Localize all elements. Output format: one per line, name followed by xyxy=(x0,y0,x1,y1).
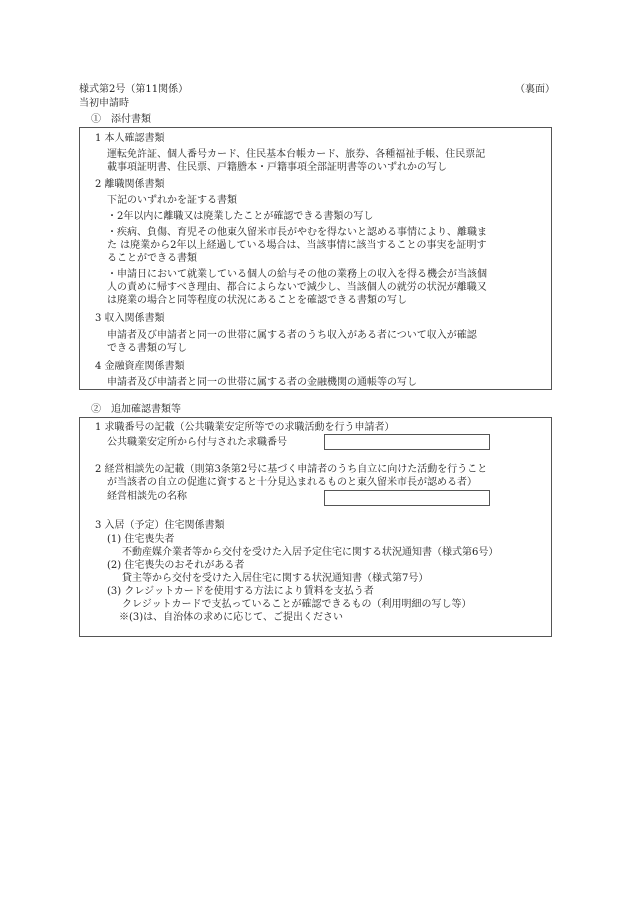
subtitle: 当初申請時 xyxy=(79,98,129,109)
consultation-title: 2 経営相談先の記載（則第3条第2号に基づく申請者のうち自立に向けた活動を行うこと xyxy=(95,464,488,475)
job-number-input[interactable] xyxy=(324,434,490,450)
form-title: 様式第2号（第11関係） xyxy=(79,84,189,95)
job-number-label: 公共職業安定所から付与された求職番号 xyxy=(107,437,287,448)
item2-title: 2 離職関係書類 xyxy=(95,179,165,190)
housing-title: 3 入居（予定）住宅関係書類 xyxy=(95,520,225,531)
item4-title: 4 金融資産関係書類 xyxy=(95,361,185,372)
item2-line: 人の責めに帰すべき理由、都合によらないで減少し、当該個人の就労の状況が離職又 xyxy=(107,282,487,293)
housing-line: クレジットカードで支払っていることが確認できるもの（利用明細の写し等） xyxy=(122,599,472,610)
item2-line: ・2年以内に離職又は廃業したことが確認できる書類の写し xyxy=(107,211,374,222)
item1-line: 運転免許証、個人番号カード、住民基本台帳カード、旅券、各種福祉手帳、住民票記 xyxy=(107,149,486,160)
item2-line: は廃業の場合と同等程度の状況にあることを確認できる書類の写し xyxy=(107,295,407,306)
section2-heading: ② 追加確認書類等 xyxy=(91,404,181,415)
housing-line: (2) 住宅喪失のおそれがある者 xyxy=(107,560,245,571)
item2-line: 下記のいずれかを証する書類 xyxy=(107,195,237,206)
item2-line: ることができる書類 xyxy=(107,253,197,264)
section1-heading: ① 添付書類 xyxy=(91,114,151,125)
item3-line: 申請者及び申請者と同一の世帯に属する者のうち収入がある者について収入が確認 xyxy=(107,330,477,341)
section2-box xyxy=(79,417,552,637)
item3-line: できる書類の写し xyxy=(107,343,187,354)
reverse-side-label: （裏面） xyxy=(515,84,555,95)
job-number-title: 1 求職番号の記載（公共職業安定所等での求職活動を行う申請者） xyxy=(95,422,395,433)
housing-note: ※(3)は、自治体の求めに応じて、ご提出ください xyxy=(119,612,343,623)
consultation-label: 経営相談先の名称 xyxy=(107,491,187,502)
housing-line: (3) クレジットカードを使用する方法により賃料を支払う者 xyxy=(107,586,374,597)
item1-line: 載事項証明書、住民票、戸籍謄本・戸籍事項全部証明書等のいずれかの写し xyxy=(107,162,447,173)
housing-line: (1) 住宅喪失者 xyxy=(107,534,175,545)
consultation-title-cont: が当該者の自立の促進に資すると十分見込まれるものと東久留米市長が認める者） xyxy=(107,477,477,488)
item4-line: 申請者及び申請者と同一の世帯に属する者の金融機関の通帳等の写し xyxy=(107,377,417,388)
item2-line: た は廃業から2年以上経過している場合は、当該事情に該当することの事実を証明す xyxy=(107,240,487,251)
item3-title: 3 収入関係書類 xyxy=(95,313,165,324)
item2-line: ・申請日において就業している個人の給与その他の業務上の収入を得る機会が当該個 xyxy=(107,269,487,280)
item1-title: 1 本人確認書類 xyxy=(95,133,165,144)
housing-line: 貸主等から交付を受けた入居住宅に関する状況通知書（様式第7号） xyxy=(122,573,429,584)
section1-box xyxy=(79,127,552,390)
item2-line: ・疾病、負傷、育児その他東久留米市長がやむを得ないと認める事情により、離職ま xyxy=(107,227,487,238)
housing-line: 不動産媒介業者等から交付を受けた入居予定住宅に関する状況通知書（様式第6号） xyxy=(122,547,499,558)
consultation-name-input[interactable] xyxy=(324,490,490,506)
